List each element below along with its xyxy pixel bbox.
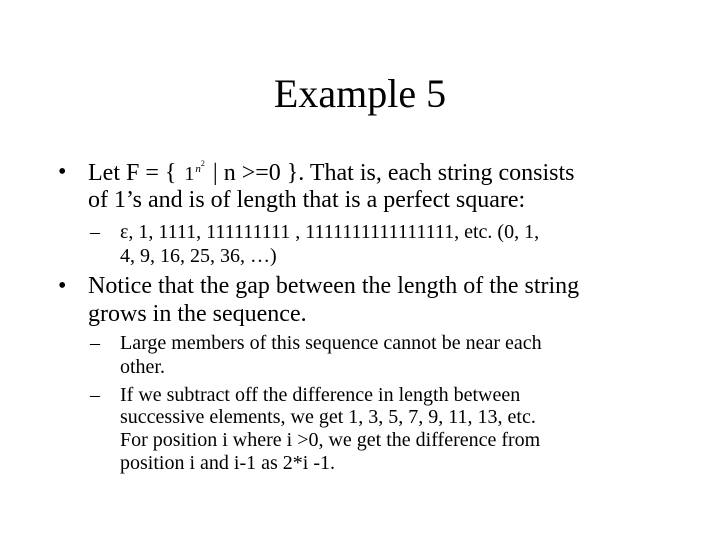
- formula-exp-power: 2: [200, 159, 205, 168]
- sub-3-dash: –: [90, 384, 100, 406]
- bullet-2-line-1: Notice that the gap between the length of the string: [88, 273, 580, 299]
- bullet-1-text-after: | n >=0 }. That is, each string consists: [212, 160, 575, 186]
- slide-title: Example 5: [273, 71, 447, 116]
- sub-1-dash: –: [90, 221, 100, 243]
- bullet-1-marker: •: [58, 159, 67, 185]
- bullet-1-text-before: Let F = {: [88, 160, 177, 186]
- formula-exponent: [195, 159, 205, 175]
- formula-base: 1: [184, 163, 195, 185]
- bullet-2-line-2: grows in the sequence.: [88, 301, 307, 327]
- sub-3-line-1: If we subtract off the difference in length between: [120, 384, 521, 406]
- bullet-2-marker: •: [58, 273, 67, 299]
- sub-1-line-2: 4, 9, 16, 25, 36, …): [120, 245, 277, 267]
- bullet-1-line-2: of 1’s and is of length that is a perfect square:: [88, 187, 526, 213]
- sub-2-line-2: other.: [120, 356, 165, 378]
- formula-exp-n: n: [195, 163, 201, 175]
- sub-3-line-2: successive elements, we get 1, 3, 5, 7, 9, 11, 13, etc.: [120, 406, 536, 428]
- sub-2-dash: –: [90, 332, 100, 354]
- sub-2-line-1: Large members of this sequence cannot be near each: [120, 332, 542, 354]
- sub-3-line-3: For position i where i >0, we get the difference from: [120, 429, 541, 451]
- sub-3-line-4: position i and i-1 as 2*i -1.: [120, 452, 335, 474]
- sub-1-line-1: ε, 1, 1111, 111111111 , 1111111111111111, etc. (0, 1,: [120, 221, 540, 243]
